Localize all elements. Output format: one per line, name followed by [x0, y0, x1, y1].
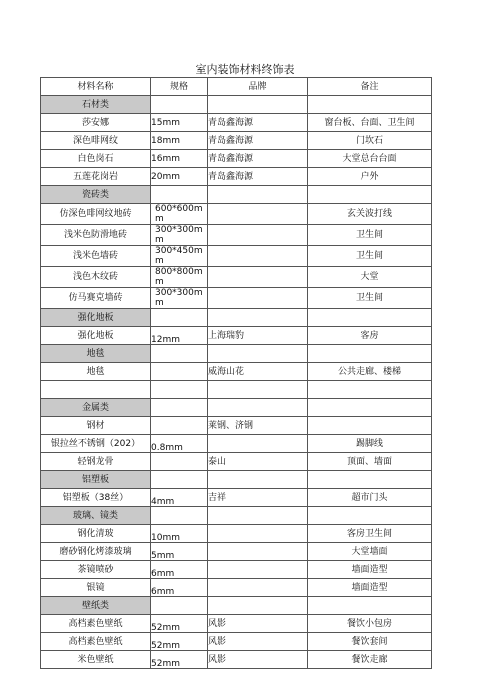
cell-brand [208, 267, 308, 288]
category-row [41, 309, 432, 327]
cell-note [308, 246, 432, 267]
table-row [41, 132, 432, 150]
cell-spec [151, 150, 208, 168]
cell-note [308, 525, 432, 543]
table-row [41, 561, 432, 579]
materials-table [40, 77, 432, 669]
cell-material-name-text: 白色岗石 [77, 153, 114, 164]
table-row [41, 267, 432, 288]
cell-brand [208, 327, 308, 345]
cell-note [308, 345, 432, 363]
table-row [41, 633, 432, 651]
table-row [41, 543, 432, 561]
cell-material-name-text: 钢材 [86, 420, 105, 431]
cell-material-name [41, 417, 151, 435]
category-row [41, 399, 432, 417]
cell-material-name-text: 壁纸类 [81, 600, 109, 611]
cell-note-text: 户外 [360, 171, 379, 182]
cell-brand-text: 风影 [208, 654, 227, 665]
cell-note-text: 顶面、墙面 [346, 456, 392, 467]
cell-brand [208, 453, 308, 471]
materials-table-body [41, 78, 432, 669]
cell-note [308, 417, 432, 435]
cell-material-name-text: 地毯 [86, 366, 105, 377]
cell-spec-text: 300*300m m [155, 288, 203, 308]
cell-spec [151, 561, 208, 579]
cell-spec [151, 435, 208, 453]
cell-note [308, 489, 432, 507]
cell-note [308, 381, 432, 399]
cell-material-name [41, 453, 151, 471]
header-brand: 品牌 [208, 78, 308, 96]
cell-material-name-text: 高档素色壁纸 [68, 618, 123, 629]
cell-material-name-text: 铝塑板（38丝） [62, 492, 129, 503]
cell-spec-text: 10mm [151, 532, 180, 543]
cell-material-name [41, 96, 151, 114]
cell-material-name-text: 金属类 [81, 402, 109, 413]
table-row [41, 114, 432, 132]
cell-brand-text: 风影 [208, 618, 227, 629]
cell-spec-text: 16mm [151, 153, 180, 164]
cell-note-text: 超市门头 [351, 492, 388, 503]
cell-note [308, 435, 432, 453]
cell-brand-text: 青岛鑫海源 [208, 171, 254, 182]
cell-spec [151, 615, 208, 633]
table-row [41, 489, 432, 507]
cell-note [308, 309, 432, 327]
cell-brand [208, 633, 308, 651]
cell-spec-text: 18mm [151, 135, 180, 146]
cell-note [308, 96, 432, 114]
cell-material-name [41, 345, 151, 363]
category-row [41, 96, 432, 114]
cell-note [308, 615, 432, 633]
cell-spec-text: 52mm [151, 640, 180, 651]
cell-note-text: 卫生间 [355, 230, 383, 240]
table-row [41, 615, 432, 633]
cell-brand [208, 579, 308, 597]
cell-material-name [41, 186, 151, 204]
cell-note-text: 餐饮小包房 [346, 618, 392, 629]
cell-material-name [41, 597, 151, 615]
cell-note-text: 卫生间 [355, 293, 383, 303]
cell-note [308, 471, 432, 489]
cell-brand-text: 青岛鑫海源 [208, 135, 254, 146]
cell-spec [151, 525, 208, 543]
table-row [41, 525, 432, 543]
cell-spec-text: 800*800m m [155, 267, 203, 287]
cell-note [308, 288, 432, 309]
cell-note-text: 客房 [360, 330, 379, 341]
cell-spec [151, 579, 208, 597]
cell-note-text: 墙面造型 [351, 582, 388, 593]
cell-note [308, 150, 432, 168]
cell-material-name-text: 五莲花岗岩 [72, 171, 118, 182]
cell-brand-text: 泰山 [208, 456, 227, 467]
cell-brand [208, 246, 308, 267]
cell-material-name-text: 钢化清玻 [77, 528, 114, 539]
blank-row [41, 381, 432, 399]
table-row [41, 579, 432, 597]
cell-material-name-text: 莎安娜 [81, 117, 109, 128]
cell-material-name [41, 246, 151, 267]
cell-material-name-text: 米色壁纸 [77, 654, 114, 665]
cell-brand-text: 吉祥 [208, 492, 227, 503]
cell-brand [208, 132, 308, 150]
cell-note [308, 651, 432, 669]
cell-material-name [41, 507, 151, 525]
page-title: 室内装饰材料终饰表 [195, 63, 295, 76]
table-row [41, 246, 432, 267]
cell-note [308, 168, 432, 186]
cell-spec [151, 381, 208, 399]
table-header-row [41, 78, 432, 96]
cell-brand-text: 风影 [208, 636, 227, 647]
cell-brand [208, 597, 308, 615]
cell-brand [208, 399, 308, 417]
cell-brand [208, 309, 308, 327]
cell-material-name-text: 瓷砖类 [81, 189, 109, 200]
cell-note [308, 204, 432, 225]
cell-brand [208, 417, 308, 435]
cell-material-name [41, 399, 151, 417]
cell-spec [151, 345, 208, 363]
cell-spec [151, 267, 208, 288]
cell-note [308, 327, 432, 345]
cell-note-text: 大堂总台台面 [342, 153, 397, 164]
cell-spec [151, 363, 208, 381]
cell-spec [151, 288, 208, 309]
table-row [41, 417, 432, 435]
table-row [41, 204, 432, 225]
table-row [41, 150, 432, 168]
cell-material-name-text: 磨砂钢化烤漆玻璃 [59, 546, 132, 557]
cell-spec [151, 489, 208, 507]
cell-brand [208, 225, 308, 246]
cell-brand [208, 288, 308, 309]
cell-note-text: 大堂墙面 [351, 546, 388, 557]
cell-material-name [41, 525, 151, 543]
category-row [41, 345, 432, 363]
cell-material-name [41, 651, 151, 669]
cell-material-name [41, 435, 151, 453]
category-row [41, 507, 432, 525]
cell-spec [151, 327, 208, 345]
table-row [41, 651, 432, 669]
cell-spec-text: 20mm [151, 171, 180, 182]
table-row [41, 288, 432, 309]
cell-brand [208, 204, 308, 225]
cell-brand-text: 上海瑞豹 [208, 330, 245, 341]
cell-note-text: 墙面造型 [351, 564, 388, 575]
cell-material-name [41, 543, 151, 561]
cell-brand-text: 青岛鑫海源 [208, 117, 254, 128]
table-row [41, 327, 432, 345]
cell-material-name-text: 浅米色防滑地砖 [63, 230, 127, 240]
cell-spec-text: 12mm [151, 334, 180, 345]
cell-spec [151, 309, 208, 327]
cell-spec-text: 52mm [151, 658, 180, 669]
cell-material-name-text: 强化地板 [77, 330, 114, 341]
cell-note-text: 窗台板、台面、卫生间 [324, 117, 415, 128]
cell-brand [208, 363, 308, 381]
cell-material-name-text: 茶镜喷砂 [77, 564, 114, 575]
cell-spec [151, 597, 208, 615]
cell-note-text: 餐饮走廊 [351, 654, 388, 665]
cell-spec [151, 114, 208, 132]
category-row [41, 471, 432, 489]
cell-brand [208, 150, 308, 168]
cell-material-name [41, 363, 151, 381]
cell-note-text: 餐饮套间 [351, 636, 388, 647]
cell-brand [208, 186, 308, 204]
cell-spec [151, 186, 208, 204]
cell-material-name-text: 浅米色墙砖 [72, 251, 118, 261]
cell-brand-text: 威海山花 [208, 366, 245, 377]
cell-spec [151, 225, 208, 246]
cell-material-name-text: 银拉丝不锈钢（202） [50, 438, 141, 449]
cell-note [308, 453, 432, 471]
cell-material-name-text: 高档素色壁纸 [68, 636, 123, 647]
cell-note [308, 363, 432, 381]
cell-material-name [41, 309, 151, 327]
cell-brand-text: 莱钢、济钢 [208, 420, 254, 431]
cell-spec [151, 132, 208, 150]
cell-note [308, 114, 432, 132]
cell-brand [208, 168, 308, 186]
cell-spec [151, 168, 208, 186]
cell-material-name-text: 轻钢龙骨 [77, 456, 114, 467]
cell-material-name-text: 银镜 [86, 582, 105, 593]
cell-note [308, 399, 432, 417]
cell-material-name [41, 561, 151, 579]
cell-brand [208, 489, 308, 507]
cell-note [308, 225, 432, 246]
cell-spec [151, 399, 208, 417]
cell-material-name-text: 玻璃、镜类 [72, 510, 118, 521]
table-row [41, 225, 432, 246]
cell-brand [208, 381, 308, 399]
cell-note [308, 507, 432, 525]
cell-material-name-text: 仿深色啡网纹地砖 [59, 209, 132, 219]
cell-material-name-text: 仿马赛克墙砖 [68, 293, 123, 303]
cell-material-name [41, 168, 151, 186]
cell-material-name-text: 地毯 [86, 348, 105, 359]
header-note: 备注 [308, 78, 432, 96]
cell-spec-text: 6mm [151, 586, 175, 597]
cell-material-name [41, 150, 151, 168]
cell-material-name [41, 489, 151, 507]
cell-brand [208, 345, 308, 363]
header-material-name: 材料名称 [41, 78, 151, 96]
cell-material-name [41, 327, 151, 345]
cell-spec [151, 633, 208, 651]
cell-note [308, 579, 432, 597]
cell-brand [208, 525, 308, 543]
cell-note-text: 大堂 [360, 272, 379, 282]
cell-note [308, 561, 432, 579]
cell-spec [151, 453, 208, 471]
cell-material-name [41, 633, 151, 651]
cell-note [308, 267, 432, 288]
cell-spec [151, 204, 208, 225]
cell-spec [151, 507, 208, 525]
cell-brand [208, 96, 308, 114]
cell-brand [208, 615, 308, 633]
cell-spec-text: 300*450m m [155, 246, 203, 266]
cell-spec [151, 96, 208, 114]
cell-spec-text: 52mm [151, 622, 180, 633]
header-spec: 规格 [151, 78, 208, 96]
cell-note-text: 门坎石 [355, 135, 383, 146]
cell-brand [208, 114, 308, 132]
cell-material-name [41, 204, 151, 225]
cell-spec-text: 300*300m m [155, 225, 203, 245]
cell-material-name [41, 225, 151, 246]
cell-brand [208, 651, 308, 669]
cell-spec-text: 4mm [151, 496, 175, 507]
cell-brand [208, 543, 308, 561]
cell-material-name [41, 579, 151, 597]
cell-spec [151, 471, 208, 489]
cell-note [308, 597, 432, 615]
cell-spec-text: 6mm [151, 568, 175, 579]
category-row [41, 597, 432, 615]
cell-note-text: 公共走廊、楼梯 [337, 366, 401, 377]
cell-spec [151, 543, 208, 561]
cell-material-name [41, 288, 151, 309]
cell-note [308, 543, 432, 561]
cell-material-name [41, 471, 151, 489]
cell-note-text: 玄关波打线 [346, 209, 392, 219]
cell-spec [151, 651, 208, 669]
cell-note-text: 踢脚线 [355, 438, 383, 449]
cell-spec-text: 5mm [151, 550, 175, 561]
cell-note [308, 633, 432, 651]
cell-material-name-text: 强化地板 [77, 312, 114, 323]
cell-brand [208, 471, 308, 489]
cell-material-name-text: 深色啡网纹 [72, 135, 118, 146]
cell-spec-text: 15mm [151, 117, 180, 128]
cell-spec [151, 246, 208, 267]
cell-brand [208, 561, 308, 579]
cell-material-name [41, 615, 151, 633]
cell-spec-text: 600*600m m [155, 204, 203, 224]
cell-spec-text: 0.8mm [151, 442, 183, 453]
table-row [41, 435, 432, 453]
cell-spec [151, 417, 208, 435]
cell-material-name [41, 114, 151, 132]
cell-brand [208, 435, 308, 453]
cell-material-name-text: 石材类 [81, 99, 109, 110]
cell-material-name [41, 381, 151, 399]
category-row [41, 186, 432, 204]
cell-material-name [41, 267, 151, 288]
cell-material-name-text: 铝塑板 [81, 474, 109, 485]
table-row [41, 363, 432, 381]
cell-material-name [41, 132, 151, 150]
cell-brand-text: 青岛鑫海源 [208, 153, 254, 164]
cell-note [308, 132, 432, 150]
cell-material-name-text: 浅色木纹砖 [72, 272, 118, 282]
cell-note-text: 卫生间 [355, 251, 383, 261]
table-row [41, 453, 432, 471]
table-row [41, 168, 432, 186]
cell-brand [208, 507, 308, 525]
cell-note-text: 客房卫生间 [346, 528, 392, 539]
cell-note [308, 186, 432, 204]
